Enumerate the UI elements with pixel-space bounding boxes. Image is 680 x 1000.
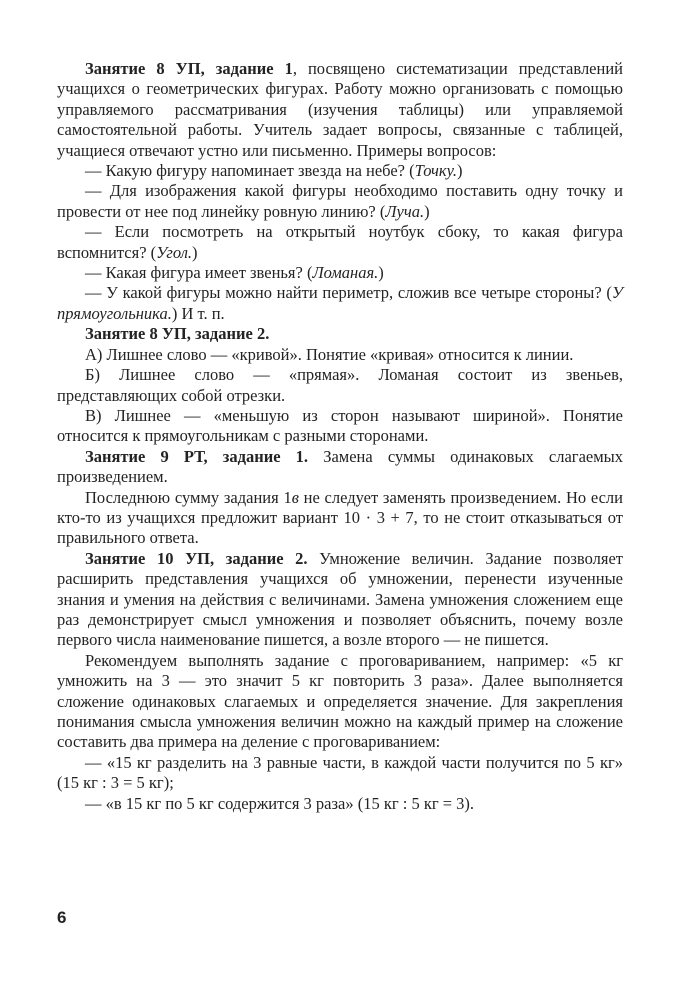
heading-run: Занятие 8 УП, задание 1 <box>85 59 293 78</box>
heading-run: Занятие 10 УП, задание 2. <box>85 548 308 568</box>
text-run: В) Лишнее — «меньшую из сторон называют шириной». Понятие относится к прямоугольникам с разными сторонами. <box>57 405 623 446</box>
text-run: Б) Лишнее слово — «прямая». Ломаная состоит из звеньев, представляющих собой отрезки. <box>57 365 623 405</box>
paragraph <box>57 651 623 753</box>
paragraph <box>57 222 623 263</box>
text-run: ) <box>457 161 463 181</box>
paragraph <box>57 753 623 794</box>
italic-run: в <box>291 487 299 507</box>
text-run: — Для изображения какой фигуры необходимо поставить одну точку и провести от нее под линейку ровную линию? ( <box>57 181 623 221</box>
paragraph <box>57 181 623 222</box>
text-run: — У какой фигуры можно найти периметр, сложив все четыре стороны? ( <box>85 283 612 303</box>
paragraph <box>57 345 623 365</box>
text-run: не следует заменять произведением. Но если кто-то из учащихся предложит вариант 10 · 3 + 7, то не стоит отказываться от правильного ответа. <box>57 487 623 548</box>
paragraph <box>57 59 623 161</box>
text-run: ) <box>378 263 384 283</box>
text-run: Рекомендуем выполнять задание с проговариванием, например: «5 кг умножить на 3 — это значит 5 кг повторить 3 раза». Далее выполняется сложение одинаковых слагаемых и определяется значение. Для закрепления понимания смысла умножения величин можно на каждый пример на сложение составить два примера на деление с проговариванием: <box>57 650 623 752</box>
text-run: — Какая фигура имеет звенья? ( <box>85 263 313 283</box>
paragraph <box>57 324 623 344</box>
heading-run: Занятие 9 РТ, задание 1. <box>85 446 309 466</box>
text-run: ) И т. п. <box>171 303 225 323</box>
text-run: — Какую фигуру напоминает звезда на небе? ( <box>85 161 415 181</box>
text-run: Умножение величин. Задание позволяет расширить представления учащихся об умножении, перенести изученные знания и умения на действия с величинами. Замена умножения сложением еще раз демонстрирует смысл умножения и позволяет объяснить, почему возле первого числа наименование пишется, а возле второго — не пишется. <box>57 548 623 650</box>
text-run: ) <box>192 242 198 262</box>
paragraph <box>57 549 623 651</box>
text-run: — Если посмотреть на открытый ноутбук сбоку, то какая фигура вспомнится? ( <box>57 222 623 262</box>
text-run: Замена суммы одинаковых слагаемых произведением. <box>57 446 623 487</box>
paragraph <box>57 263 623 283</box>
paragraph <box>57 488 623 549</box>
text-run: А) Лишнее слово — «кривой». Понятие «кривая» относится к линии. <box>85 344 574 364</box>
paragraph <box>57 161 623 181</box>
text-run: Последнюю сумму задания 1 <box>85 487 292 507</box>
italic-run: Ломаная. <box>312 263 379 283</box>
italic-run: Точку. <box>414 161 458 181</box>
text-run: ) <box>424 201 430 221</box>
page-number: 6 <box>57 908 67 927</box>
text-column <box>57 59 623 814</box>
italic-run: У прямоугольника. <box>57 283 623 323</box>
text-run: — «в 15 кг по 5 кг содержится 3 раза» (15 кг : 5 кг = 3). <box>85 793 475 813</box>
paragraph <box>57 794 623 814</box>
text-run: , посвящено систематизации представлений учащихся о геометрических фигурах. Работу можно организовать с помощью управляемого рассматривания (изучения таблицы) или управляемой самостоятельной работы. Учитель задает вопросы, связанные с таблицей, учащиеся отвечают устно или письменно. Примеры вопросов: <box>57 59 623 160</box>
paragraph <box>57 365 623 406</box>
paragraph <box>57 283 623 324</box>
paragraph <box>57 406 623 447</box>
paragraph <box>57 447 623 488</box>
text-run: — «15 кг разделить на 3 равные части, в каждой части получится по 5 кг» (15 кг : 3 = 5 кг); <box>57 752 623 793</box>
italic-run: Луча. <box>385 201 425 221</box>
italic-run: Угол. <box>156 242 193 262</box>
heading-run: Занятие 8 УП, задание 2. <box>85 324 270 344</box>
